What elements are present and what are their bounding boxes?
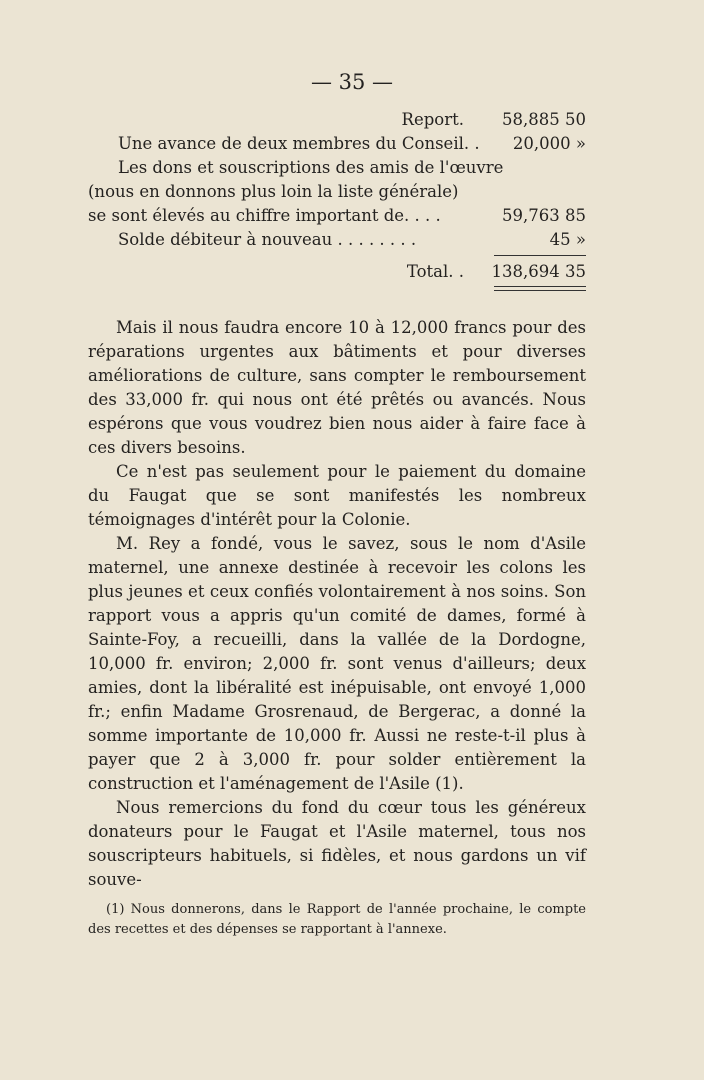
ledger-row-solde — [118, 228, 586, 252]
ledger-label: Total. . — [406, 262, 464, 281]
ledger-rule — [494, 255, 586, 256]
paragraph: Ce n'est pas seulement pour le paiement du domaine du Faugat que se sont manifestés les nombreux témoignages d'intérêt pour la Colonie. — [88, 462, 586, 529]
ledger-label: Une avance de deux membres du Conseil. . — [118, 134, 480, 153]
footnote: (1) Nous donnerons, dans le Rapport de l'année prochaine, le compte des recettes et des dépenses se rapportant à l'annexe. — [88, 902, 586, 937]
body-text — [88, 316, 586, 892]
ledger-row-dons-3 — [88, 204, 586, 228]
ledger-amount: 58,885 50 — [502, 110, 586, 129]
ledger-row-total — [118, 260, 586, 284]
ledger-label: Solde débiteur à nouveau . . . . . . . . — [118, 230, 417, 249]
ledger-row-dons-1 — [118, 156, 586, 180]
ledger-amount: 138,694 35 — [491, 262, 586, 281]
ledger-row-dons-2 — [88, 180, 586, 204]
paragraph: M. Rey a fondé, vous le savez, sous le nom d'Asile maternel, une annexe destinée à recevoir les colons les plus jeunes et ceux confiés volontairement à nos soins. Son rapport vous a appris qu'un comité de dames, formé à Sainte-Foy, a recueilli, dans la vallée de la Dordogne, 10,000 fr. environ; 2,000 fr. sont venus d'ailleurs; deux amies, dont la libéralité est inépuisable, ont envoyé 1,000 fr.; enfin Madame Grosrenaud, de Bergerac, a donné la somme importante de 10,000 fr. Aussi ne reste-t-il plus à payer que 2 à 3,000 fr. pour solder entièrement la construction et l'aménagement de l'Asile (1). — [88, 534, 586, 793]
ledger-row-avance — [118, 132, 586, 156]
ledger-label: Report. — [401, 110, 464, 129]
ledger-row-report — [118, 108, 586, 132]
account-ledger — [88, 108, 586, 294]
ledger-double-rule-row — [118, 284, 586, 294]
ledger-amount: 45 » — [549, 230, 586, 249]
paragraph: Nous remercions du fond du cœur tous les généreux donateurs pour le Faugat et l'Asile maternel, tous nos souscripteurs habituels, si fidèles, et nous gardons un vif souve- — [88, 798, 586, 889]
ledger-double-rule — [494, 286, 586, 291]
ledger-amount: 20,000 » — [512, 134, 586, 153]
ledger-label: (nous en donnons plus loin la liste générale) — [88, 182, 459, 201]
paragraph: Mais il nous faudra encore 10 à 12,000 francs pour des réparations urgentes aux bâtiments et pour diverses améliorations de culture, sans compter le remboursement des 33,000 fr. qui nous ont été prêtés ou avancés. Nous espérons que vous voudrez bien nous aider à faire face à ces divers besoins. — [88, 318, 586, 457]
ledger-amount: 59,763 85 — [502, 206, 586, 225]
ledger-label: Les dons et souscriptions des amis de l'œuvre — [118, 158, 504, 177]
page-number: — 35 — — [310, 70, 394, 94]
ledger-label: se sont élevés au chiffre important de. . . . — [88, 206, 441, 225]
ledger-rule-row — [118, 252, 586, 260]
